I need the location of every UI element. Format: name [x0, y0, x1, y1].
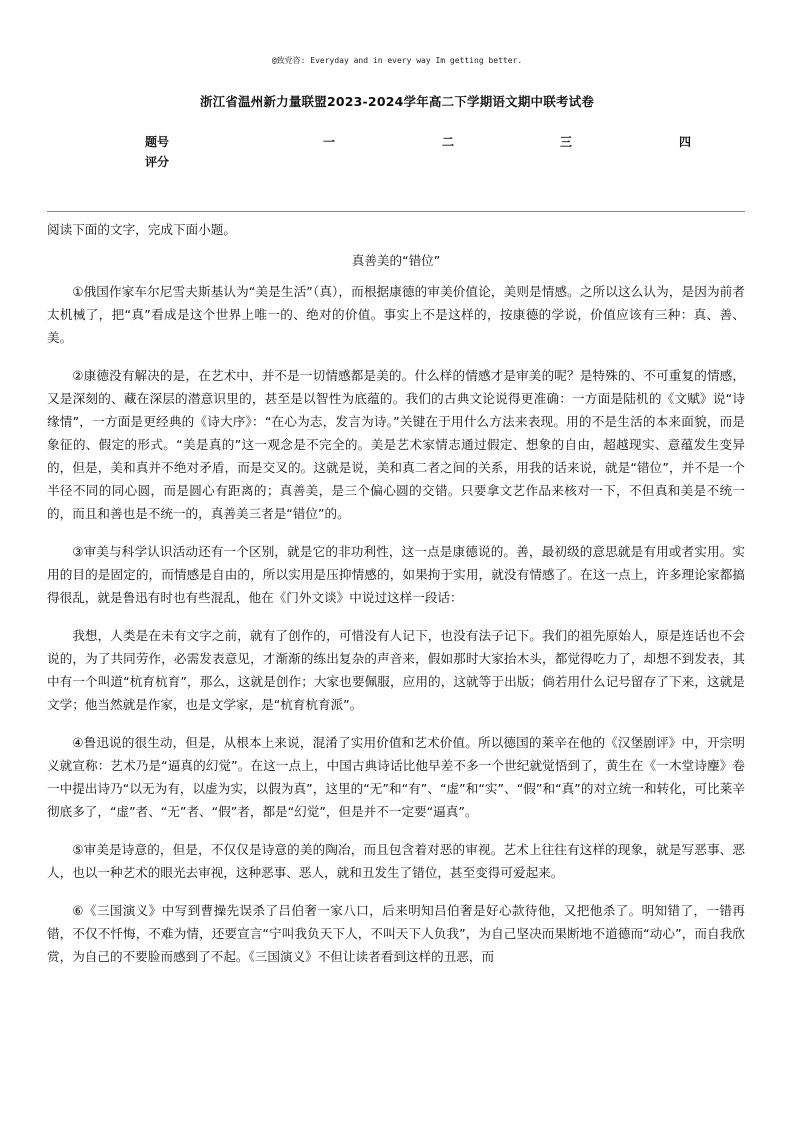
- column-header-2: 二: [442, 135, 455, 149]
- paragraph-1: ①俄国作家车尔尼雪夫斯基认为“美是生活”（真），而根据康德的审美价值论，美则是情感。之所以这么认为，是因为前者太机械了，把“真”看成是这个世界上唯一的、绝对的价值。事实上不是这样的，按康德的学说，价值应该有三种：真、善、美。: [47, 284, 745, 345]
- quoted-paragraph: 我想，人类是在未有文字之前，就有了创作的，可惜没有人记下，也没有法子记下。我们的祖先原始人，原是连话也不会说的，为了共同劳作，必需发表意见，才渐渐的练出复杂的声音来，假如那时大家抬木头，都觉得吃力了，却想不到发表，其中有一个叫道“杭育杭育”，那么，这就是创作；大家也要佩服，应用的，这就等于出版；倘若用什么记号留存了下来，这就是文学；他当然就是作家，也是文学家，是“杭育杭育派”。: [47, 628, 745, 712]
- reading-content: [47, 218, 745, 983]
- passage-title: 真善美的“错位”: [351, 253, 441, 268]
- score-table-row-number: [145, 133, 705, 153]
- paragraph-6: ⑥《三国演义》中写到曹操先误杀了吕伯奢一家八口，后来明知吕伯奢是好心款待他，又把他杀了。明知错了，一错再错，不仅不忏悔，不难为情，还要宣言“宁叫我负天下人，不叫天下人负我”，为自己坚决而果断地不道德而“动心”，而自我欣赏，为自己的不要脸而感到了不起。《三国演义》不但让读者看到这样的丑恶，而: [47, 903, 745, 964]
- paragraph-3: ③审美与科学认识活动还有一个区别，就是它的非功利性，这一点是康德说的。善，最初级的意思就是有用或者实用。实用的目的是固定的，而情感是自由的，所以实用是压抑情感的，如果拘于实用，就没有情感了。在这一点上，许多理论家都搞得很乱，就是鲁迅有时也有些混乱，他在《门外文谈》中说过这样一段话：: [47, 544, 745, 605]
- column-header-3: 三: [560, 135, 573, 149]
- row-label-score: 评分: [145, 155, 170, 169]
- column-header-1: 一: [323, 135, 336, 149]
- reading-instruction: 阅读下面的文字，完成下面小题。: [47, 222, 236, 237]
- column-header-4: 四: [679, 135, 692, 149]
- paragraph-5: ⑤审美是诗意的，但是，不仅仅是诗意的美的陶冶，而且包含着对恶的审视。艺术上往往有这样的现象，就是写恶事、恶人，也以一种艺术的眼光去审视，这种恶事、恶人，就和丑发生了错位，甚至变得可爱起来。: [47, 842, 745, 880]
- row-label-number: 题号: [145, 135, 170, 149]
- header-note: @致党咨: Everyday and in every way Im getting better.: [271, 56, 523, 65]
- document-title: 浙江省温州新力量联盟2023-2024学年高二下学期语文期中联考试卷: [199, 94, 595, 109]
- score-table: [145, 133, 705, 173]
- score-table-row-score: [145, 153, 705, 173]
- paragraph-4: ④鲁迅说的很生动，但是，从根本上来说，混淆了实用价值和艺术价值。所以德国的莱辛在他的《汉堡剧评》中，开宗明义就宣称：艺术乃是“逼真的幻觉”。在这一点上，中国古典诗话比他早差不多一个世纪就觉悟到了，黄生在《一木堂诗麈》卷一中提出诗乃“以无为有，以虚为实，以假为真”，这里的“无”和“有”、“虚”和“实”、“假”和“真”的对立统一和转化，可比莱辛彻底多了，“虚”者、“无”者、“假”者，都是“幻觉”，但是并不一定要“逼真”。: [47, 735, 745, 819]
- paragraph-2: ②康德没有解决的是，在艺术中，并不是一切情感都是美的。什么样的情感才是审美的呢？是特殊的、不可重复的情感，又是深刻的、藏在深层的潜意识里的，甚至是以智性为底蕴的。我们的古典文论说得更准确：一方面是陆机的《文赋》说“诗缘情”，一方面是更经典的《诗大序》：“在心为志，发言为诗。”关键在于用什么方法来表现。用的不是生活的本来面貌，而是象征的、假定的形式。“美是真的”这一观念是不完全的。美是艺术家情志通过假定、想象的自由，超越现实、意蕴发生变异的，但是，美和真并不绝对矛盾，而是交叉的。这就是说，美和真二者之间的关系，用我的话来说，就是“错位”，并不是一个半径不同的同心圆，而是圆心有距离的；真善美，是三个偏心圆的交错。只要拿文艺作品来核对一下，不但真和美是不统一的，而且和善也是不统一的，真善美三者是“错位”的。: [47, 368, 745, 521]
- divider-line: [47, 211, 745, 212]
